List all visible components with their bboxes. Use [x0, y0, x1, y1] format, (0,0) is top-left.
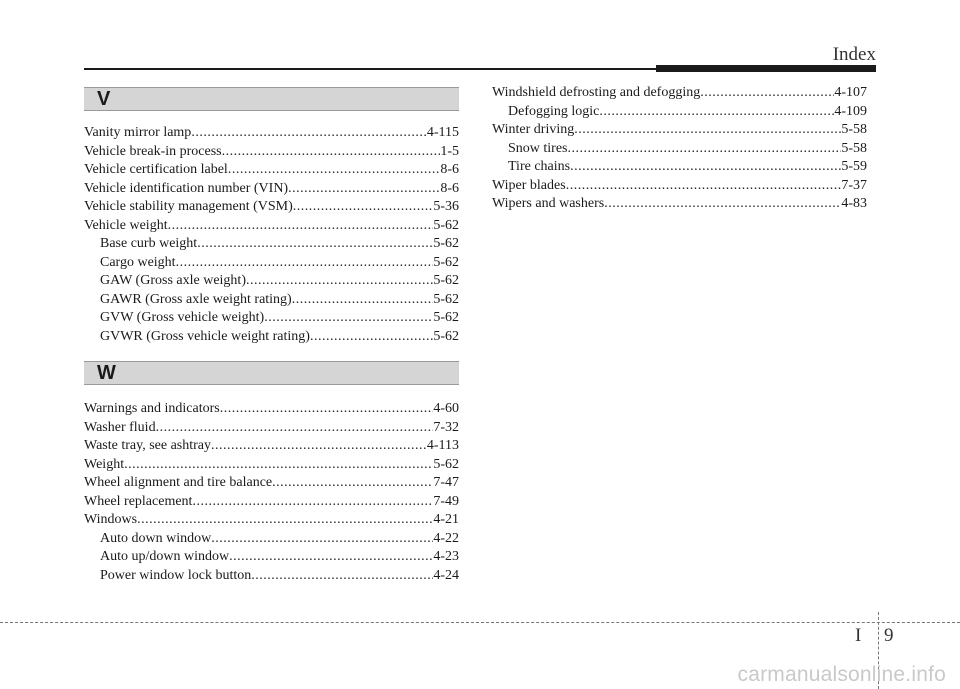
entry-label: Winter driving: [492, 122, 575, 137]
entry-page: 5-62: [433, 236, 459, 251]
entry-page: 4-23: [433, 549, 459, 564]
entry-label: Wiper blades: [492, 177, 566, 193]
dot-leader: [574, 121, 841, 140]
entry-label: Weight: [84, 456, 125, 472]
index-entry: [84, 143, 459, 162]
entry-page: 7-32: [433, 419, 459, 435]
entry-list-v: [84, 124, 459, 346]
dot-leader: [220, 400, 434, 419]
section-letter: V: [97, 88, 111, 110]
section-header-w: [84, 361, 459, 385]
index-entry: [84, 161, 459, 180]
entry-label: Windshield defrosting and defogging: [492, 85, 701, 100]
section-header-v: [84, 87, 459, 111]
entry-label: Windows: [84, 512, 138, 527]
entry-label: Warnings and indicators: [84, 401, 220, 416]
entry-label: GVWR (Gross vehicle weight rating): [100, 328, 310, 344]
entry-page: 4-83: [841, 196, 867, 211]
entry-label: Washer fluid: [84, 419, 156, 435]
dot-leader: [570, 158, 841, 177]
entry-page: 4-115: [426, 125, 459, 140]
entry-page: 5-58: [841, 122, 867, 137]
index-subentry: [84, 272, 459, 291]
index-entry: [492, 121, 867, 140]
entry-page: 5-58: [841, 140, 867, 156]
entry-page: 5-62: [433, 291, 459, 307]
entry-page: 1-5: [440, 143, 459, 159]
entry-page: 5-36: [433, 199, 459, 214]
entry-page: 4-107: [834, 85, 867, 100]
index-entry: [84, 511, 459, 530]
index-entry: [492, 177, 867, 196]
entry-list-w: [84, 400, 459, 585]
index-subentry: [492, 158, 867, 177]
entry-page: 5-62: [433, 217, 459, 233]
entry-page: 4-24: [433, 567, 459, 583]
dot-leader: [288, 180, 440, 199]
index-subentry: [84, 291, 459, 310]
dot-leader: [264, 309, 433, 328]
entry-page: 8-6: [440, 180, 459, 196]
index-subentry: [84, 567, 459, 586]
entry-page: 4-113: [426, 438, 459, 453]
index-entry: [84, 400, 459, 419]
entry-label: GAWR (Gross axle weight rating): [100, 291, 292, 307]
dot-leader: [700, 84, 834, 103]
dot-leader: [604, 195, 841, 214]
entry-label: Wipers and washers: [492, 196, 605, 211]
index-entry: [492, 84, 867, 103]
entry-page: 5-62: [433, 310, 459, 325]
entry-page: 5-59: [841, 159, 867, 174]
index-entry: [84, 419, 459, 438]
index-subentry: [84, 254, 459, 273]
dot-leader: [191, 124, 427, 143]
entry-label: Vehicle stability management (VSM): [84, 199, 293, 214]
entry-label: Auto up/down window: [100, 549, 230, 564]
entry-page: 4-22: [433, 530, 459, 546]
entry-page: 4-109: [834, 103, 867, 119]
index-entry: [84, 180, 459, 199]
entry-page: 7-49: [433, 493, 459, 509]
entry-label: GAW (Gross axle weight): [100, 273, 246, 288]
index-entry: [84, 456, 459, 475]
dot-leader: [168, 217, 434, 236]
index-subentry: [84, 530, 459, 549]
entry-label: Waste tray, see ashtray: [84, 438, 212, 453]
index-entry: [84, 217, 459, 236]
footer-dashed-rule: [0, 622, 960, 623]
footer-section-letter: I: [855, 625, 862, 646]
entry-label: GVW (Gross vehicle weight): [100, 310, 265, 325]
index-subentry: [84, 235, 459, 254]
entry-label: Snow tires: [508, 140, 568, 156]
entry-label: Power window lock button: [100, 567, 252, 583]
dot-leader: [566, 177, 842, 196]
dot-leader: [310, 328, 433, 347]
index-entry: [84, 474, 459, 493]
entry-label: Cargo weight: [100, 254, 176, 270]
dot-leader: [197, 235, 433, 254]
entry-page: 4-60: [433, 401, 459, 416]
dot-leader: [292, 291, 434, 310]
entry-label: Wheel replacement: [84, 493, 193, 509]
dot-leader: [229, 548, 433, 567]
index-subentry: [492, 103, 867, 122]
dot-leader: [228, 161, 441, 180]
dot-leader: [246, 272, 433, 291]
dot-leader: [599, 103, 834, 122]
dot-leader: [293, 198, 434, 217]
entry-label: Tire chains: [508, 159, 571, 174]
entry-label: Defogging logic: [508, 103, 600, 119]
entry-label: Vehicle break-in process: [84, 143, 222, 159]
entry-page: 4-21: [433, 512, 459, 527]
section-letter: W: [97, 362, 116, 384]
dot-leader: [176, 254, 434, 273]
dot-leader: [222, 143, 441, 162]
footer-page-number: 9: [884, 625, 894, 646]
header-title: Index: [832, 44, 876, 65]
entry-label: Auto down window: [100, 530, 212, 546]
index-entry: [84, 437, 459, 456]
dot-leader: [251, 567, 433, 586]
entry-page: 7-37: [841, 177, 867, 193]
index-subentry: [84, 548, 459, 567]
entry-label: Vehicle identification number (VIN): [84, 180, 289, 196]
index-subentry: [84, 309, 459, 328]
dot-leader: [137, 511, 433, 530]
entry-list-right: [492, 84, 867, 214]
dot-leader: [272, 474, 433, 493]
header-accent-bar: [656, 65, 876, 72]
entry-page: 5-62: [433, 328, 459, 344]
index-entry: [84, 124, 459, 143]
entry-label: Base curb weight: [100, 236, 198, 251]
watermark: carmanualsonline.info: [737, 663, 946, 686]
dot-leader: [211, 530, 433, 549]
entry-page: 8-6: [440, 162, 459, 177]
dot-leader: [192, 493, 433, 512]
index-entry: [84, 493, 459, 512]
dot-leader: [568, 140, 842, 159]
entry-page: 5-62: [433, 273, 459, 288]
entry-label: Vanity mirror lamp: [84, 125, 192, 140]
dot-leader: [124, 456, 433, 475]
dot-leader: [156, 419, 434, 438]
entry-label: Wheel alignment and tire balance: [84, 475, 273, 490]
entry-label: Vehicle certification label: [84, 162, 228, 177]
index-entry: [84, 198, 459, 217]
index-entry: [492, 195, 867, 214]
entry-page: 5-62: [433, 456, 459, 472]
entry-page: 7-47: [433, 475, 459, 490]
entry-label: Vehicle weight: [84, 217, 168, 233]
index-subentry: [492, 140, 867, 159]
dot-leader: [211, 437, 427, 456]
index-subentry: [84, 328, 459, 347]
entry-page: 5-62: [433, 254, 459, 270]
